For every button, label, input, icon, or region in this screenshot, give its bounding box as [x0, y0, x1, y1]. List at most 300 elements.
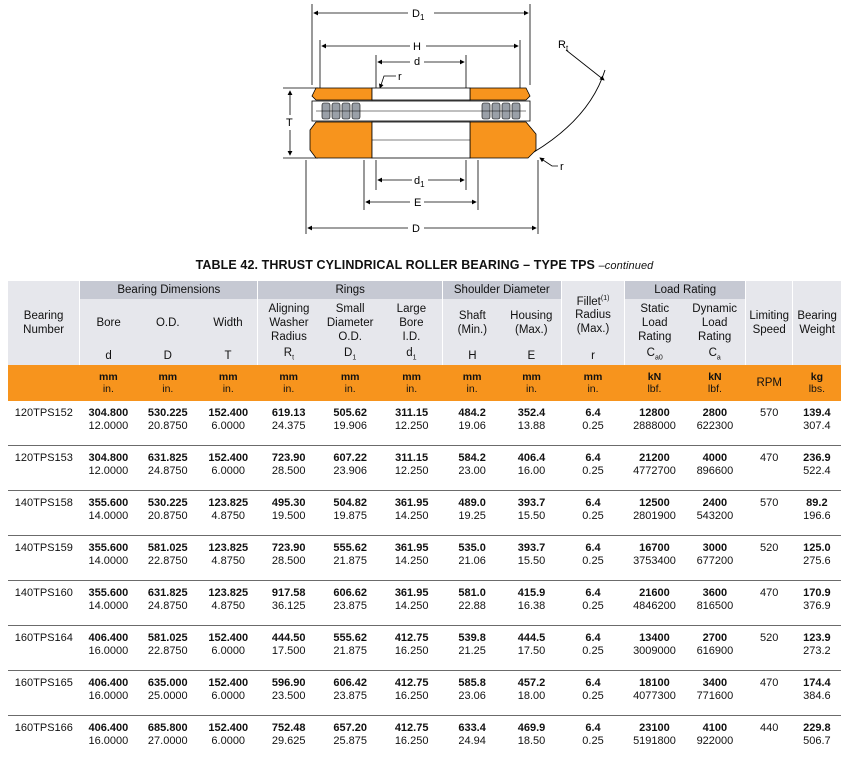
value-imperial: 16.250: [381, 645, 443, 658]
value-imperial: 29.625: [258, 735, 319, 748]
cell-shaft: [442, 581, 501, 626]
unit-weight: kg lbs.: [793, 365, 841, 401]
header-housing: Housing (Max.): [502, 299, 561, 347]
cell-housing: [502, 626, 561, 671]
cell-large: [381, 716, 443, 760]
value-imperial: 922000: [684, 735, 745, 748]
cell-housing: [502, 671, 561, 716]
value-metric: 311.15: [381, 407, 443, 420]
cell-weight: [793, 401, 841, 446]
value-metric: 631.825: [137, 452, 198, 465]
cell-od: [137, 446, 198, 491]
value-metric: 752.48: [258, 722, 319, 735]
value-imperial: 0.25: [561, 645, 625, 658]
cell-static: [625, 716, 684, 760]
cell-bearing-number: 160TPS166: [8, 716, 80, 760]
value-imperial: 506.7: [793, 735, 841, 748]
value-metric: 229.8: [793, 722, 841, 735]
value-imperial: 677200: [684, 555, 745, 568]
cell-aligning: [258, 446, 319, 491]
value-imperial: 16.250: [381, 690, 443, 703]
value-imperial: 2888000: [625, 420, 684, 433]
value-imperial: 23.500: [258, 690, 319, 703]
cell-shaft: [442, 626, 501, 671]
value-imperial: 24.8750: [137, 600, 198, 613]
value-imperial: 16.00: [502, 465, 561, 478]
header-load-rating: Load Rating: [625, 281, 746, 299]
value-metric: 139.4: [793, 407, 841, 420]
value-imperial: 16.38: [502, 600, 561, 613]
cell-aligning: [258, 581, 319, 626]
value-imperial: 6.0000: [199, 465, 258, 478]
cell-width: [199, 626, 258, 671]
value-metric: 21200: [625, 452, 684, 465]
value-metric: 21600: [625, 587, 684, 600]
cell-housing: [502, 716, 561, 760]
value-imperial: 18.00: [502, 690, 561, 703]
value-imperial: 16.0000: [80, 690, 137, 703]
value-imperial: 0.25: [561, 600, 625, 613]
cell-limiting-speed: 470: [746, 671, 793, 716]
header-shaft: Shaft (Min.): [442, 299, 501, 347]
value-imperial: 27.0000: [137, 735, 198, 748]
cell-weight: [793, 581, 841, 626]
cell-limiting-speed: 520: [746, 536, 793, 581]
value-imperial: 896600: [684, 465, 745, 478]
value-metric: 530.225: [137, 497, 198, 510]
value-imperial: 616900: [684, 645, 745, 658]
value-imperial: 36.125: [258, 600, 319, 613]
header-aligning: Aligning Washer Radius: [258, 299, 319, 347]
value-metric: 6.4: [561, 542, 625, 555]
value-metric: 555.62: [319, 632, 380, 645]
value-imperial: 21.875: [319, 555, 380, 568]
value-imperial: 23.06: [442, 690, 501, 703]
cell-fillet: [561, 716, 625, 760]
value-imperial: 14.0000: [80, 555, 137, 568]
value-metric: 361.95: [381, 587, 443, 600]
value-metric: 406.400: [80, 677, 137, 690]
cell-weight: [793, 626, 841, 671]
value-imperial: 14.0000: [80, 510, 137, 523]
cell-fillet: [561, 536, 625, 581]
value-metric: 6.4: [561, 722, 625, 735]
value-imperial: 22.88: [442, 600, 501, 613]
value-imperial: 771600: [684, 690, 745, 703]
cell-limiting-speed: 520: [746, 626, 793, 671]
value-imperial: 14.0000: [80, 600, 137, 613]
cell-bore: [80, 671, 137, 716]
value-imperial: 0.25: [561, 690, 625, 703]
cell-dynamic: [684, 401, 745, 446]
cell-dynamic: [684, 671, 745, 716]
value-metric: 6.4: [561, 632, 625, 645]
cell-od: [137, 536, 198, 581]
cell-limiting-speed: 440: [746, 716, 793, 760]
cell-weight: [793, 491, 841, 536]
cell-shaft: [442, 491, 501, 536]
table-row: [8, 491, 841, 536]
cell-bearing-number: 140TPS159: [8, 536, 80, 581]
value-metric: 236.9: [793, 452, 841, 465]
value-metric: 311.15: [381, 452, 443, 465]
value-metric: 393.7: [502, 497, 561, 510]
value-metric: 2700: [684, 632, 745, 645]
cell-weight: [793, 446, 841, 491]
symbol-bore: d: [80, 347, 137, 365]
cell-bore: [80, 536, 137, 581]
value-metric: 355.600: [80, 497, 137, 510]
symbol-housing: E: [502, 347, 561, 365]
value-metric: 406.4: [502, 452, 561, 465]
unit-large: mm in.: [381, 365, 443, 401]
value-imperial: 307.4: [793, 420, 841, 433]
value-metric: 18100: [625, 677, 684, 690]
cell-fillet: [561, 626, 625, 671]
value-imperial: 4.8750: [199, 510, 258, 523]
value-metric: 685.800: [137, 722, 198, 735]
cell-small: [319, 491, 380, 536]
value-metric: 304.800: [80, 407, 137, 420]
cell-width: [199, 671, 258, 716]
value-metric: 657.20: [319, 722, 380, 735]
cell-bore: [80, 491, 137, 536]
value-metric: 606.62: [319, 587, 380, 600]
value-metric: 152.400: [199, 632, 258, 645]
dim-label-E: E: [414, 197, 421, 209]
cell-bearing-number: 140TPS158: [8, 491, 80, 536]
value-metric: 361.95: [381, 542, 443, 555]
value-metric: 581.0: [442, 587, 501, 600]
value-imperial: 21.875: [319, 645, 380, 658]
cell-static: [625, 491, 684, 536]
value-imperial: 522.4: [793, 465, 841, 478]
value-metric: 2400: [684, 497, 745, 510]
cell-od: [137, 401, 198, 446]
cell-shaft: [442, 671, 501, 716]
value-metric: 444.5: [502, 632, 561, 645]
unit-dynamic: kN lbf.: [684, 365, 745, 401]
value-metric: 174.4: [793, 677, 841, 690]
cell-bearing-number: 160TPS165: [8, 671, 80, 716]
cell-static: [625, 446, 684, 491]
cell-aligning: [258, 491, 319, 536]
cell-od: [137, 671, 198, 716]
value-imperial: 23.00: [442, 465, 501, 478]
value-imperial: 16.0000: [80, 645, 137, 658]
header-bore: Bore: [80, 299, 137, 347]
cell-od: [137, 491, 198, 536]
value-imperial: 816500: [684, 600, 745, 613]
value-imperial: 16.0000: [80, 735, 137, 748]
dim-label-Rt: $R_t$: [558, 39, 569, 53]
value-imperial: 23.875: [319, 690, 380, 703]
value-metric: 4000: [684, 452, 745, 465]
cell-dynamic: [684, 491, 745, 536]
cell-housing: [502, 446, 561, 491]
dim-label-d: d: [414, 56, 420, 68]
value-metric: 123.9: [793, 632, 841, 645]
value-metric: 123.825: [199, 542, 258, 555]
value-imperial: 0.25: [561, 465, 625, 478]
value-metric: 304.800: [80, 452, 137, 465]
symbol-small: $D_1$: [319, 347, 380, 365]
value-metric: 581.025: [137, 632, 198, 645]
cell-housing: [502, 401, 561, 446]
cell-large: [381, 671, 443, 716]
cell-dynamic: [684, 446, 745, 491]
unit-od: mm in.: [137, 365, 198, 401]
value-metric: 12800: [625, 407, 684, 420]
value-imperial: 0.25: [561, 420, 625, 433]
cell-small: [319, 626, 380, 671]
value-metric: 4100: [684, 722, 745, 735]
value-imperial: 12.0000: [80, 465, 137, 478]
cell-small: [319, 401, 380, 446]
value-metric: 633.4: [442, 722, 501, 735]
cell-static: [625, 581, 684, 626]
cell-dynamic: [684, 581, 745, 626]
value-metric: 16700: [625, 542, 684, 555]
cell-small: [319, 536, 380, 581]
cell-small: [319, 716, 380, 760]
value-imperial: 4077300: [625, 690, 684, 703]
value-metric: 152.400: [199, 452, 258, 465]
value-imperial: 5191800: [625, 735, 684, 748]
value-imperial: 14.250: [381, 555, 443, 568]
value-metric: 444.50: [258, 632, 319, 645]
value-metric: 606.42: [319, 677, 380, 690]
value-metric: 406.400: [80, 632, 137, 645]
value-metric: 596.90: [258, 677, 319, 690]
value-imperial: 14.250: [381, 510, 443, 523]
value-imperial: 15.50: [502, 510, 561, 523]
cell-shaft: [442, 446, 501, 491]
value-imperial: 4.8750: [199, 600, 258, 613]
cell-fillet: [561, 491, 625, 536]
header-od: O.D.: [137, 299, 198, 347]
value-imperial: 25.875: [319, 735, 380, 748]
cell-bore: [80, 626, 137, 671]
value-imperial: 18.50: [502, 735, 561, 748]
cell-od: [137, 626, 198, 671]
dim-label-D: D: [412, 223, 420, 235]
value-imperial: 20.8750: [137, 420, 198, 433]
value-imperial: 19.25: [442, 510, 501, 523]
cell-limiting-speed: 570: [746, 401, 793, 446]
value-imperial: 22.8750: [137, 645, 198, 658]
cell-width: [199, 716, 258, 760]
value-metric: 355.600: [80, 542, 137, 555]
cell-aligning: [258, 536, 319, 581]
value-metric: 539.8: [442, 632, 501, 645]
value-metric: 393.7: [502, 542, 561, 555]
value-imperial: 6.0000: [199, 420, 258, 433]
value-imperial: 22.8750: [137, 555, 198, 568]
symbol-dynamic: $C_a$: [684, 347, 745, 365]
value-metric: 3600: [684, 587, 745, 600]
header-static-load: Static Load Rating: [625, 299, 684, 347]
unit-bore: mm in.: [80, 365, 137, 401]
table-row: [8, 581, 841, 626]
value-metric: 13400: [625, 632, 684, 645]
table-row: [8, 536, 841, 581]
cell-aligning: [258, 671, 319, 716]
value-metric: 170.9: [793, 587, 841, 600]
value-metric: 12500: [625, 497, 684, 510]
unit-small: mm in.: [319, 365, 380, 401]
value-imperial: 622300: [684, 420, 745, 433]
value-imperial: 6.0000: [199, 645, 258, 658]
dim-label-d1: $d_1$: [414, 175, 425, 189]
symbol-large: $d_1$: [381, 347, 443, 365]
value-metric: 581.025: [137, 542, 198, 555]
unit-static: kN lbf.: [625, 365, 684, 401]
value-imperial: 12.0000: [80, 420, 137, 433]
value-imperial: 3753400: [625, 555, 684, 568]
value-imperial: 17.500: [258, 645, 319, 658]
cell-static: [625, 401, 684, 446]
value-metric: 484.2: [442, 407, 501, 420]
cell-limiting-speed: 570: [746, 491, 793, 536]
value-imperial: 384.6: [793, 690, 841, 703]
value-imperial: 20.8750: [137, 510, 198, 523]
value-metric: 555.62: [319, 542, 380, 555]
symbol-od: D: [137, 347, 198, 365]
unit-shaft: mm in.: [442, 365, 501, 401]
table-row: [8, 626, 841, 671]
table-title: [0, 258, 849, 272]
value-metric: 6.4: [561, 677, 625, 690]
cell-small: [319, 581, 380, 626]
cell-weight: [793, 716, 841, 760]
bearing-table: [8, 281, 841, 760]
header-bearing-weight: Bearing Weight: [793, 281, 841, 365]
header-small-diameter: Small Diameter O.D.: [319, 299, 380, 347]
header-dynamic-load: Dynamic Load Rating: [684, 299, 745, 347]
header-shoulder-diameter: Shoulder Diameter: [442, 281, 561, 299]
value-metric: 607.22: [319, 452, 380, 465]
dim-label-H: H: [413, 41, 421, 53]
cell-bearing-number: 160TPS164: [8, 626, 80, 671]
value-imperial: 13.88: [502, 420, 561, 433]
value-imperial: 15.50: [502, 555, 561, 568]
cell-width: [199, 581, 258, 626]
dim-label-T: T: [286, 117, 293, 129]
value-metric: 457.2: [502, 677, 561, 690]
value-imperial: 24.8750: [137, 465, 198, 478]
cell-bearing-number: 120TPS152: [8, 401, 80, 446]
value-metric: 504.82: [319, 497, 380, 510]
cell-width: [199, 491, 258, 536]
value-imperial: 0.25: [561, 510, 625, 523]
cell-aligning: [258, 716, 319, 760]
value-metric: 6.4: [561, 407, 625, 420]
value-imperial: 21.25: [442, 645, 501, 658]
header-rings: Rings: [258, 281, 442, 299]
value-imperial: 4.8750: [199, 555, 258, 568]
value-imperial: 0.25: [561, 735, 625, 748]
cell-large: [381, 401, 443, 446]
cell-weight: [793, 671, 841, 716]
value-metric: 723.90: [258, 452, 319, 465]
value-imperial: 4846200: [625, 600, 684, 613]
cell-large: [381, 491, 443, 536]
unit-speed: RPM: [746, 365, 793, 401]
header-large-bore: Large Bore I.D.: [381, 299, 443, 347]
cell-small: [319, 446, 380, 491]
cell-od: [137, 581, 198, 626]
value-imperial: 16.250: [381, 735, 443, 748]
value-imperial: 23.875: [319, 600, 380, 613]
unit-width: mm in.: [199, 365, 258, 401]
cell-dynamic: [684, 626, 745, 671]
unit-aligning: mm in.: [258, 365, 319, 401]
cell-limiting-speed: 470: [746, 581, 793, 626]
value-imperial: 19.875: [319, 510, 380, 523]
value-imperial: 376.9: [793, 600, 841, 613]
cell-aligning: [258, 626, 319, 671]
cell-static: [625, 671, 684, 716]
dim-label-D1: $D_1$: [412, 8, 425, 22]
cell-shaft: [442, 401, 501, 446]
value-metric: 469.9: [502, 722, 561, 735]
value-metric: 152.400: [199, 677, 258, 690]
unit-fillet: mm in.: [561, 365, 625, 401]
value-metric: 412.75: [381, 722, 443, 735]
value-imperial: 28.500: [258, 465, 319, 478]
value-metric: 2800: [684, 407, 745, 420]
value-metric: 917.58: [258, 587, 319, 600]
cell-bore: [80, 716, 137, 760]
cell-large: [381, 581, 443, 626]
value-imperial: 23.906: [319, 465, 380, 478]
value-imperial: 543200: [684, 510, 745, 523]
value-imperial: 4772700: [625, 465, 684, 478]
symbol-shaft: H: [442, 347, 501, 365]
symbol-width: T: [199, 347, 258, 365]
cell-fillet: [561, 581, 625, 626]
value-metric: 505.62: [319, 407, 380, 420]
bearing-cross-section-diagram: [0, 0, 849, 250]
cell-weight: [793, 536, 841, 581]
value-imperial: 6.0000: [199, 735, 258, 748]
value-metric: 535.0: [442, 542, 501, 555]
table-row: [8, 446, 841, 491]
cell-limiting-speed: 470: [746, 446, 793, 491]
cell-bore: [80, 581, 137, 626]
value-imperial: 0.25: [561, 555, 625, 568]
value-imperial: 21.06: [442, 555, 501, 568]
header-fillet-radius: Fillet$^{(1)}$ Radius (Max.): [561, 281, 625, 347]
value-imperial: 6.0000: [199, 690, 258, 703]
value-metric: 6.4: [561, 452, 625, 465]
cell-large: [381, 626, 443, 671]
cell-shaft: [442, 716, 501, 760]
table-title-continued: –continued: [599, 260, 654, 272]
value-metric: 584.2: [442, 452, 501, 465]
cell-small: [319, 671, 380, 716]
value-metric: 152.400: [199, 722, 258, 735]
value-imperial: 196.6: [793, 510, 841, 523]
value-metric: 495.30: [258, 497, 319, 510]
cell-bearing-number: 120TPS153: [8, 446, 80, 491]
cell-static: [625, 536, 684, 581]
value-metric: 619.13: [258, 407, 319, 420]
value-imperial: 12.250: [381, 420, 443, 433]
value-metric: 352.4: [502, 407, 561, 420]
value-metric: 6.4: [561, 497, 625, 510]
